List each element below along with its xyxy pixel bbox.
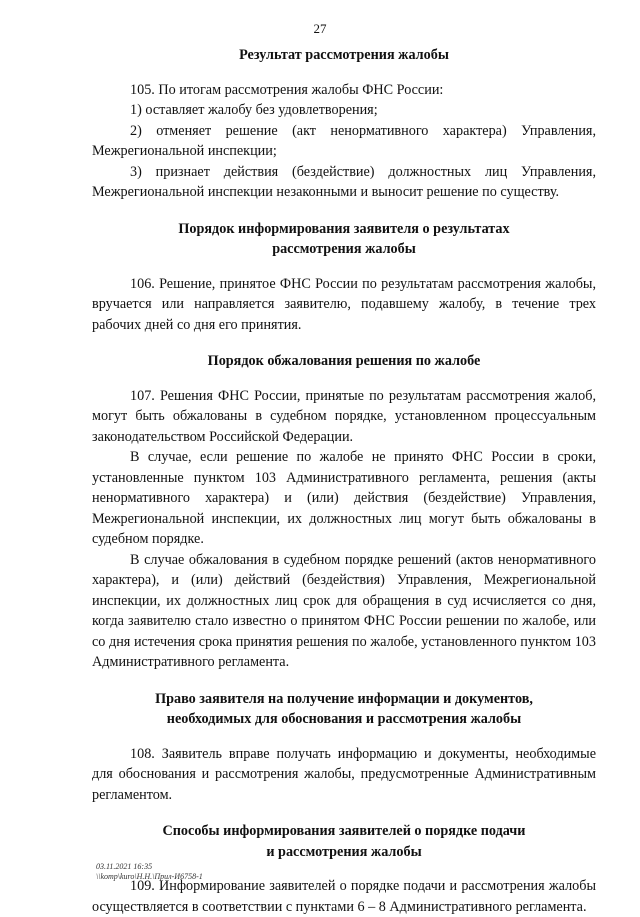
page-number: 27 (313, 21, 327, 36)
paragraph-105-item-3: 3) признает действия (бездействие) должностных лиц Управления, Межрегиональной инспекции незаконными и выносит решение по существу. (92, 163, 596, 200)
section-heading-right-line2: необходимых для обоснования и рассмотрения жалобы (166, 711, 522, 727)
section-heading-methods-line1: Способы информирования заявителей о порядке подачи (162, 823, 526, 839)
section-heading-informing-line1: Порядок информирования заявителя о результатах (178, 220, 510, 237)
document-body (92, 45, 596, 917)
paragraph-106: 106. Решение, принятое ФНС России по результатам рассмотрения жалобы, вручается или направляется заявителю, подавшему жалобу, в течение трех рабочих дней со дня его принятия. (92, 275, 596, 333)
document-footer (96, 862, 203, 882)
section-heading-right-line1: Право заявителя на получение информации и документов, (155, 690, 533, 707)
paragraph-105-item-2: 2) отменяет решение (акт ненормативного характера) Управления, Межрегиональной инспекции; (92, 122, 596, 159)
section-heading-informing-line2: рассмотрения жалобы (272, 241, 416, 257)
paragraph-108: 108. Заявитель вправе получать информацию и документы, необходимые для обоснования и рассмотрения жалобы, предусмотренные Административным регламентом. (92, 745, 596, 803)
section-heading-appeal: Порядок обжалования решения по жалобе (207, 353, 481, 369)
paragraph-107-court-term: В случае обжалования в судебном порядке решений (актов ненормативного характера), и (или) действий (бездействия) Управления, Межрегиональной инспекции, их должностных лиц срок для обращения в суд исчисляется со дня, когда заявителю стало известно о принятом ФНС России решении по жалобе, или со дня истечения срока принятия решения по жалобе, установленного пунктом 103 Административного регламента. (92, 551, 596, 670)
paragraph-107: 107. Решения ФНС России, принятые по результатам рассмотрения жалоб, могут быть обжалованы в судебном порядке, установленном процессуальным законодательством Российской Федерации. (92, 387, 596, 445)
paragraph-109: 109. Информирование заявителей о порядке подачи и рассмотрения жалобы осуществляется в соответствии с пунктами 6 – 8 Административного регламента. (92, 878, 596, 915)
section-heading-result: Результат рассмотрения жалобы (239, 47, 449, 63)
paragraph-107-deadline: В случае, если решение по жалобе не принято ФНС России в сроки, установленные пунктом 103 Административного регламента, решения (акты ненормативного характера) и (или) действия (бездействие) Управления, Межрегиональной инспекции, их должностных лиц могут быть обжалованы в судебном порядке. (92, 449, 596, 547)
footer-timestamp: 03.11.2021 16:35 (96, 862, 153, 871)
section-heading-methods-line2: и рассмотрения жалобы (266, 843, 422, 860)
paragraph-105-item-1: 1) оставляет жалобу без удовлетворения; (130, 102, 378, 118)
paragraph-105: 105. По итогам рассмотрения жалобы ФНС России: (130, 81, 444, 98)
footer-file-path: \\komp\kuro\Н.Н.\Прил-И6758-1 (96, 872, 203, 881)
